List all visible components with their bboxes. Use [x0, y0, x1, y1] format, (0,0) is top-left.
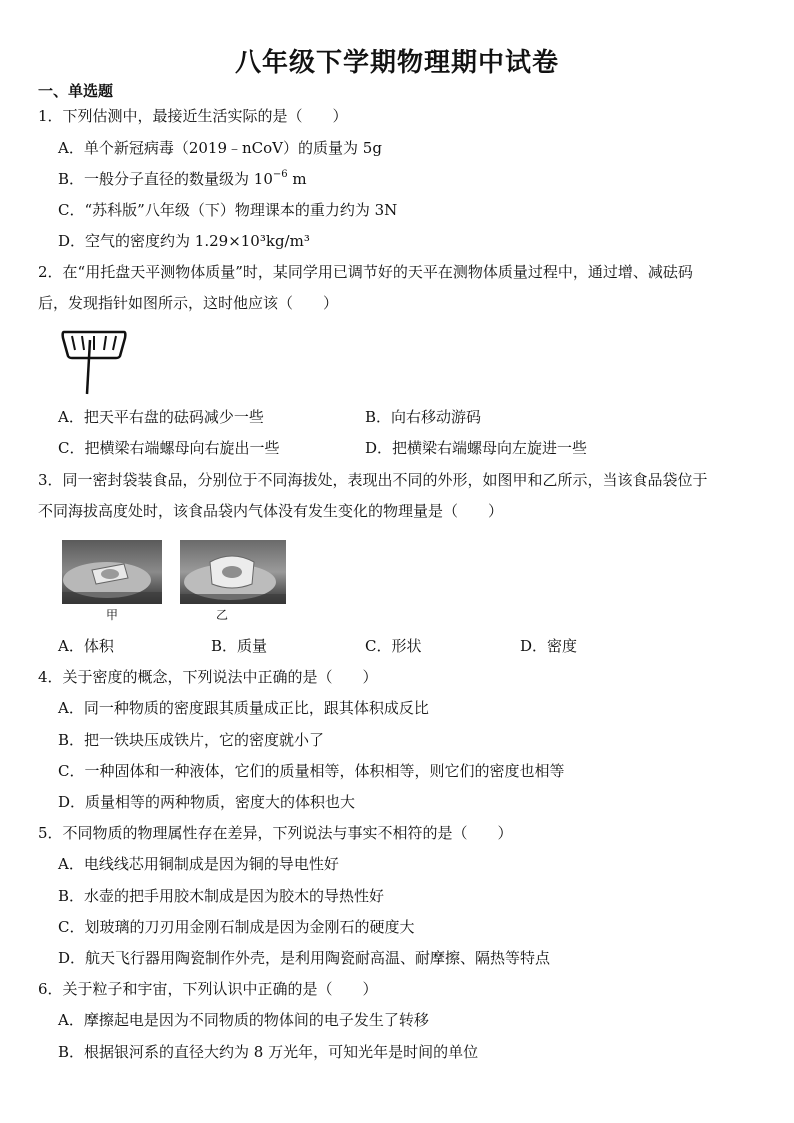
q1-option-b: B．一般分子直径的数量级为 $10^{-6}$ m [58, 169, 307, 188]
question-2-stem-line2: 后，发现指针如图所示，这时他应该（ ） [38, 294, 339, 312]
question-3-stem-line2: 不同海拔高度处时，该食品袋内气体没有发生变化的物理量是（ ） [38, 502, 504, 520]
q2-option-a: A．把天平右盘的砝码减少一些 [58, 408, 264, 426]
q5-option-b: B．水壶的把手用胶木制成是因为胶木的导热性好 [58, 887, 385, 905]
q1-option-c: C．“苏科版”八年级（下）物理课本的重力约为 3N [58, 201, 398, 219]
q4-option-d: D．质量相等的两种物质，密度大的体积也大 [58, 793, 356, 811]
q4-option-b: B．把一铁块压成铁片，它的密度就小了 [58, 731, 325, 749]
food-bag-photo-yi [180, 540, 286, 604]
q1-option-d: D．空气的密度约为 1.29×10³kg/m³ [58, 232, 310, 250]
q6-option-a: A．摩擦起电是因为不同物质的物体间的电子发生了转移 [58, 1011, 429, 1029]
question-5-stem: 5．不同物质的物理属性存在差异，下列说法与事实不相符的是（ ） [38, 824, 513, 842]
question-1-stem: 1．下列估测中，最接近生活实际的是（ ） [38, 107, 348, 125]
question-3-stem-line1: 3．同一密封袋装食品，分别位于不同海拔处，表现出不同的外形，如图甲和乙所示，当该食品袋位于 [38, 471, 708, 489]
balance-pointer-figure [58, 326, 130, 396]
food-bag-photo-jia [62, 540, 162, 604]
q1-option-a: A．单个新冠病毒（2019﹣nCoV）的质量为 5g [58, 139, 382, 157]
caption-jia: 甲 [106, 608, 119, 622]
exponent: −6 [272, 169, 288, 180]
q3-option-d: D．密度 [520, 637, 578, 655]
q2-option-b: B．向右移动游码 [365, 408, 482, 426]
q2-option-d: D．把横梁右端螺母向左旋进一些 [365, 439, 588, 457]
q3-option-b: B．质量 [211, 637, 268, 655]
section-heading: 一、单选题 [38, 82, 114, 100]
question-2-stem-line1: 2．在“用托盘天平测物体质量”时，某同学用已调节好的天平在测物体质量过程中，通过增、减砝码 [38, 263, 693, 281]
caption-yi: 乙 [216, 608, 229, 622]
exam-title: 八年级下学期物理期中试卷 [234, 48, 559, 78]
q5-option-d: D．航天飞行器用陶瓷制作外壳，是利用陶瓷耐高温、耐摩擦、隔热等特点 [58, 949, 551, 967]
question-4-stem: 4．关于密度的概念，下列说法中正确的是（ ） [38, 668, 378, 686]
q6-option-b: B．根据银河系的直径大约为 8 万光年，可知光年是时间的单位 [58, 1043, 479, 1061]
q5-option-a: A．电线线芯用铜制成是因为铜的导电性好 [58, 855, 339, 873]
question-6-stem: 6．关于粒子和宇宙，下列认识中正确的是（ ） [38, 980, 378, 998]
q4-option-c: C．一种固体和一种液体，它们的质量相等，体积相等，则它们的密度也相等 [58, 762, 565, 780]
q4-option-a: A．同一种物质的密度跟其质量成正比，跟其体积成反比 [58, 699, 429, 717]
q3-option-a: A．体积 [58, 637, 114, 655]
q3-option-c: C．形状 [365, 637, 422, 655]
q5-option-c: C．划玻璃的刀刃用金刚石制成是因为金刚石的硬度大 [58, 918, 415, 936]
q2-option-c: C．把横梁右端螺母向右旋出一些 [58, 439, 280, 457]
